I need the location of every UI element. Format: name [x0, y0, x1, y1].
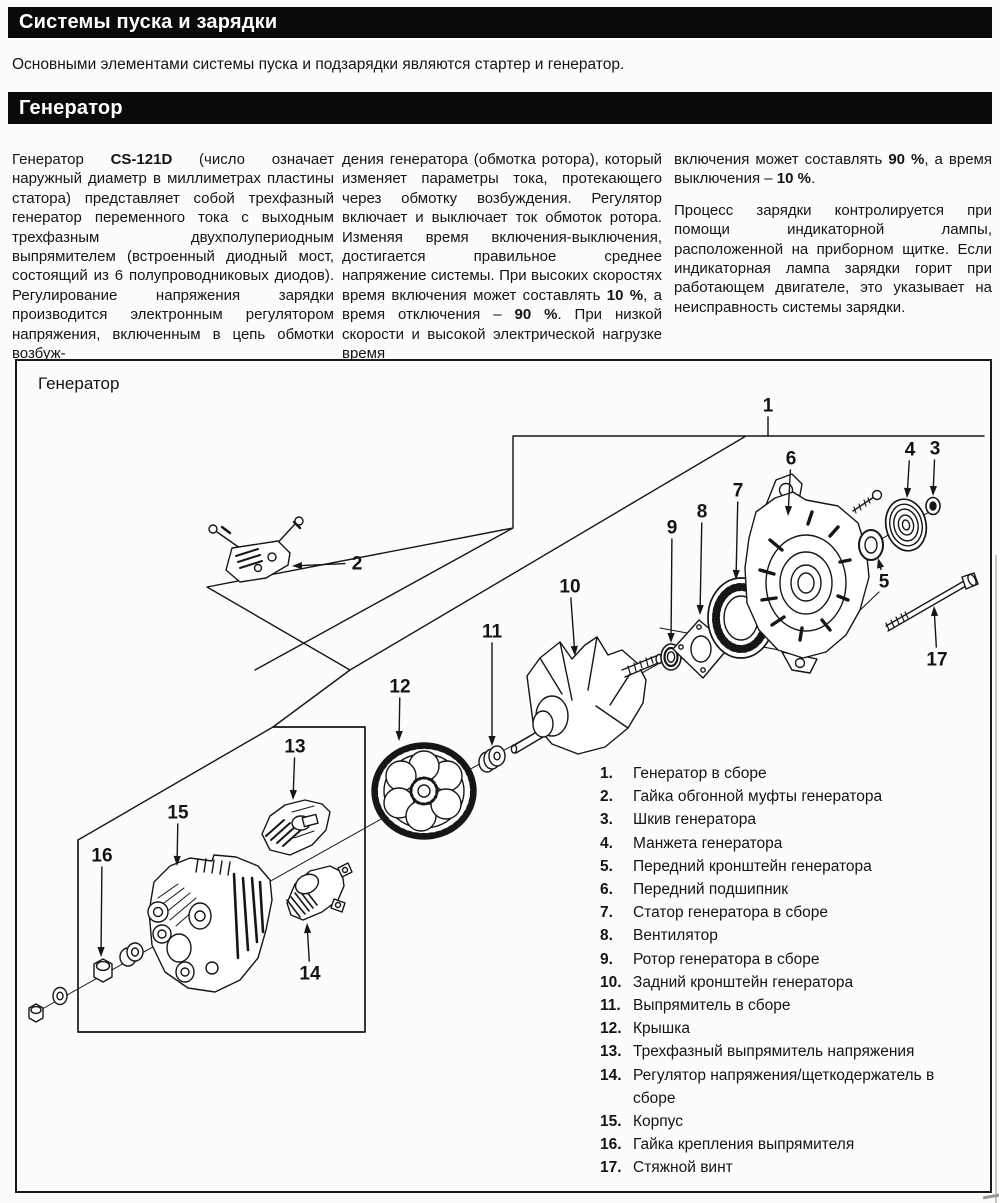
callout-label: 17: [926, 649, 948, 671]
part-number: 4.: [600, 834, 613, 852]
arrowhead: [930, 486, 937, 496]
part-name: Шкив генератора: [633, 811, 756, 829]
callout-10: [559, 577, 580, 657]
arrowhead: [396, 731, 403, 741]
part-number: 7.: [600, 904, 613, 922]
legend-row: [600, 1156, 996, 1179]
arrowhead: [97, 947, 104, 957]
body-paragraph: дения генератора (обмотка ротора), который изменяет параметры тока, протекающего через обмотку возбуждения. Регулятор включает и выключает ток обмоток ротора. Изменяя время включения-выключения, достигается правильное среднее напряжение системы. При высоких скоростях время включения может составлять 10 %, а время отключения – 90 %. При низкой скорости и высокой электрической нагрузке время: [342, 151, 662, 363]
body-column-2: [342, 150, 662, 375]
part-number: 3.: [600, 811, 613, 829]
legend-row: [600, 971, 996, 994]
legend-row: [600, 878, 996, 901]
part-number: 16.: [600, 1136, 622, 1154]
part-name: Гайка обгонной муфты генератора: [633, 788, 883, 806]
callout-4: [904, 440, 916, 499]
exploded-view-figure: [15, 359, 992, 1193]
part-name: Передний подшипник: [633, 881, 789, 899]
part-number: 11.: [600, 997, 621, 1015]
legend-row: [600, 1133, 996, 1156]
legend-row: [600, 1064, 996, 1110]
part-name: Выпрямитель в сборе: [633, 997, 791, 1015]
part-name: Гайка крепления выпрямителя: [633, 1136, 855, 1154]
parts-legend: [600, 762, 996, 1180]
callout-3: [930, 439, 941, 497]
part-number: 8.: [600, 927, 613, 945]
part-name: Стяжной винт: [633, 1159, 733, 1177]
rear-housing: [148, 855, 272, 992]
callout-11: [482, 622, 503, 747]
callout-9: [667, 518, 678, 644]
rotor: [511, 637, 662, 754]
legend-row: [600, 808, 996, 831]
callout-label: 2: [351, 553, 363, 575]
part-number: 2.: [600, 788, 613, 806]
part-name: Манжета генератора: [633, 834, 783, 852]
arrowhead: [667, 633, 674, 643]
part-name: Трехфазный выпрямитель напряжения: [633, 1043, 915, 1061]
part-name: Корпус: [633, 1113, 683, 1131]
legend-row: [600, 901, 996, 924]
part-number: 1.: [600, 765, 613, 782]
callout-label: 4: [904, 439, 916, 461]
body-paragraph: включения может составлять 90 %, а время выключения – 10 %.: [674, 151, 992, 188]
callout-label: 13: [284, 736, 306, 758]
legend-row: [600, 1110, 996, 1133]
pulley: [881, 495, 931, 554]
through-bolt: [886, 573, 978, 631]
body-column-3: [674, 150, 992, 329]
callout-12: [389, 677, 410, 742]
legend-row: [600, 832, 996, 855]
part-number: 15.: [600, 1113, 622, 1131]
callout-label: 9: [666, 517, 678, 539]
rectifier-bushing: [479, 746, 505, 772]
part-number: 6.: [600, 881, 613, 899]
scan-artifact-line: [995, 555, 997, 1203]
callout-label: 11: [481, 621, 503, 643]
callout-1: [763, 396, 774, 436]
bracket-screw: [853, 491, 882, 514]
pulley-nut: [926, 498, 940, 515]
part-number: 5.: [600, 857, 613, 875]
intro-paragraph: Основными элементами системы пуска и подзарядки являются стартер и генератор.: [12, 56, 625, 73]
three-phase-rectifier: [262, 800, 330, 855]
callout-label: 1: [762, 395, 774, 417]
callout-16: [91, 846, 112, 958]
callout-15: [167, 803, 189, 867]
legend-row: [600, 924, 996, 947]
callout-14: [299, 923, 321, 985]
body-paragraph: Генератор CS-121D (число означает наружный диаметр в миллиметрах пластины статора) представляет собой трехфазный генератор переменного тока с выходным трехфазным двухполупериодным выпрямителем (встроенный диодный мост, состоящий из 6 полупроводниковых диодов). Регулирование напряжения зарядки производится электронным регулятором напряжения, включенным в цепь обмотки возбуж-: [12, 151, 334, 363]
part-name: Задний кронштейн генератора: [633, 973, 854, 991]
legend-row: [600, 785, 996, 808]
rectifier-nuts-washers: [29, 943, 143, 1022]
arrowhead: [292, 562, 302, 569]
clutch-nut-bracket: [209, 517, 303, 582]
part-name: Передний кронштейн генератора: [633, 857, 872, 875]
callout-13: [284, 737, 305, 801]
callout-label: 16: [91, 845, 113, 867]
subsection-header-bar: [8, 92, 992, 124]
part-name: Ротор генератора в сборе: [633, 950, 820, 968]
part-name: Регулятор напряжения/щеткодержатель в сборе: [633, 1066, 935, 1107]
callout-2: [292, 554, 362, 575]
legend-row: [600, 994, 996, 1017]
callout-label: 5: [878, 571, 890, 593]
part-name: Крышка: [633, 1020, 690, 1038]
legend-row: [600, 1017, 996, 1040]
front-bearing-seal: [859, 530, 883, 560]
figure-title: Генератор: [38, 374, 120, 393]
part-name: Вентилятор: [633, 927, 718, 945]
legend-row: [600, 1040, 996, 1063]
legend-row: [600, 855, 996, 878]
arrowhead: [904, 488, 911, 498]
body-column-1: [12, 150, 334, 375]
voltage-regulator: [287, 863, 352, 920]
arrowhead: [304, 923, 311, 933]
arrowhead: [488, 736, 495, 746]
section-header-text: Системы пуска и зарядки: [19, 11, 278, 33]
body-paragraph: Процесс зарядки контролируется при помощи индикаторной лампы, расположенной на приборном щитке. Если индикаторная лампа зарядки горит при работающем двигателе, это указывает на неисправность системы зарядки.: [674, 201, 992, 316]
callout-label: 14: [299, 963, 321, 985]
part-name: Генератор в сборе: [633, 765, 767, 782]
part-number: 13.: [600, 1043, 622, 1061]
callout-7: [733, 481, 744, 581]
arrowhead: [877, 558, 884, 569]
callout-17: [926, 606, 947, 671]
callout-label: 8: [696, 501, 708, 523]
callout-label: 12: [389, 676, 411, 698]
part-name: Статор генератора в сборе: [633, 904, 829, 922]
legend-row: [600, 762, 996, 785]
callout-5: [877, 558, 890, 593]
callout-label: 10: [559, 576, 581, 598]
section-header-bar: [8, 7, 992, 38]
part-number: 17.: [600, 1159, 622, 1177]
arrowhead: [290, 790, 297, 800]
part-number: 14.: [600, 1066, 622, 1084]
callout-label: 15: [167, 802, 189, 824]
callout-label: 7: [732, 480, 744, 502]
callout-label: 3: [929, 438, 941, 460]
subsection-header-text: Генератор: [19, 97, 123, 119]
part-number: 12.: [600, 1020, 622, 1038]
callout-8: [697, 502, 708, 616]
end-cover: [372, 743, 476, 839]
arrowhead: [931, 606, 938, 616]
part-number: 10.: [600, 973, 622, 991]
legend-row: [600, 948, 996, 971]
callout-label: 6: [785, 448, 797, 470]
arrowhead: [697, 605, 704, 615]
part-number: 9.: [600, 950, 613, 968]
